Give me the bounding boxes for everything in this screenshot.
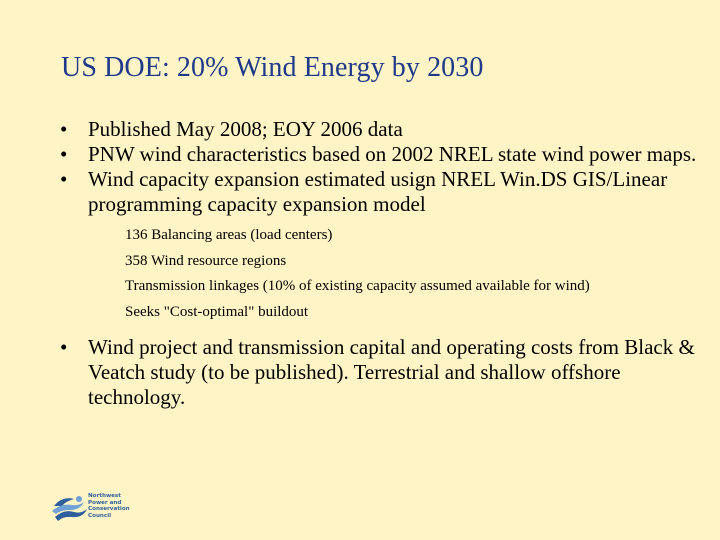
council-logo-text [88, 493, 130, 519]
bullet-icon: • [60, 335, 68, 359]
bullet-icon: • [60, 167, 68, 191]
bullet-list [60, 117, 700, 410]
logo-line: Northwest [88, 493, 121, 499]
sub-bullet-list [88, 223, 700, 325]
logo-line: Conservation [88, 506, 130, 513]
bullet-icon: • [60, 142, 68, 166]
council-logo [52, 494, 147, 522]
logo-line: Power and [88, 499, 122, 506]
sub-bullet-item: 358 Wind resource regions [125, 252, 287, 269]
council-logo-icon [52, 494, 88, 522]
bullet-text: Published May 2008; EOY 2006 data [88, 117, 403, 141]
bullet-item [60, 142, 700, 167]
bullet-text: Wind capacity expansion estimated usign NREL Win.DS GIS/Linear programming capacity expansion model [88, 167, 668, 216]
bullet-item [60, 117, 700, 142]
bullet-item [60, 335, 700, 410]
logo-line: Council [88, 512, 112, 519]
sub-bullet-item: Seeks "Cost-optimal" buildout [125, 303, 309, 320]
bullet-text: PNW wind characteristics based on 2002 NREL state wind power maps. [88, 142, 697, 166]
slide-title: US DOE: 20% Wind Energy by 2030 [61, 52, 484, 83]
sub-bullet-item: 136 Balancing areas (load centers) [125, 227, 333, 243]
sub-bullet-item: Transmission linkages (10% of existing capacity assumed available for wind) [125, 278, 590, 294]
bullet-item [60, 167, 700, 325]
bullet-text: Wind project and transmission capital and operating costs from Black & Veatch study (to be published). Terrestrial and shallow offshore technology. [88, 335, 695, 409]
bullet-icon: • [60, 117, 68, 141]
